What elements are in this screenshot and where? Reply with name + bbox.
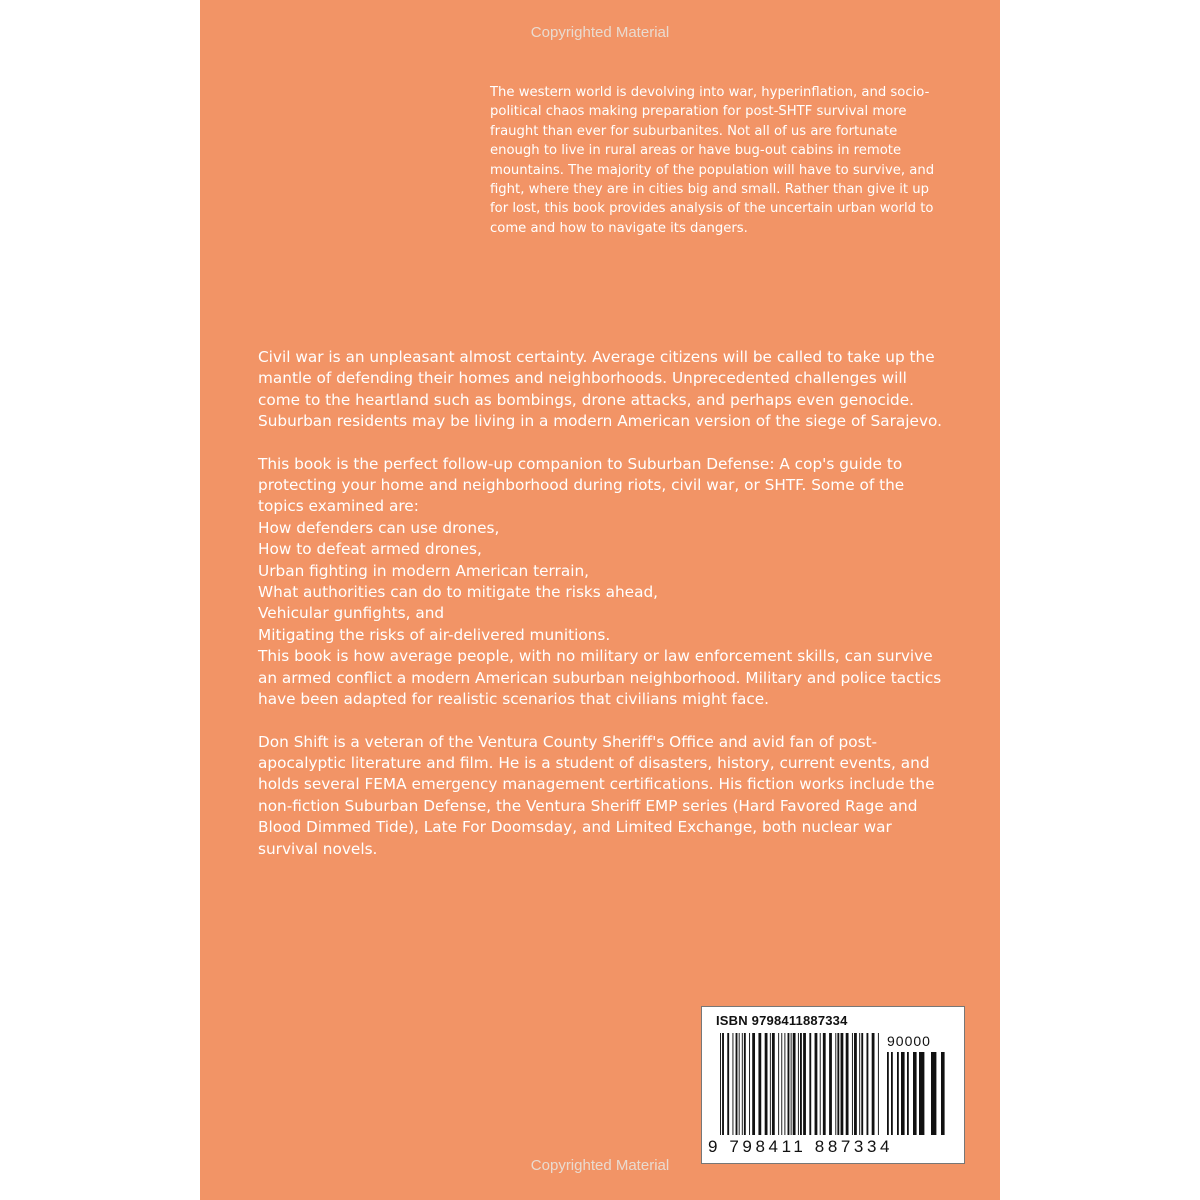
barcode-bar [791,1033,792,1135]
barcode-bar [758,1033,761,1135]
barcode-bar [837,1033,839,1135]
topic-item: How to defeat armed drones, [258,540,482,559]
companion-outro: This book is how average people, with no military or law enforcement skills, can survive an armed conflict a modern American suburban neighborhood. Military and police tactics have been adapted for realistic scenarios that civilians might face. [258,647,942,709]
paragraph-companion [258,454,948,711]
description-body [258,347,948,860]
barcode-bar [854,1033,857,1135]
barcode-bar [803,1033,806,1135]
barcode-bar [788,1033,790,1135]
barcode-bar [861,1033,863,1135]
book-back-cover [200,0,1000,1200]
barcode-bar [872,1033,875,1135]
barcode-bar [720,1033,721,1135]
barcode-bar [901,1052,905,1135]
barcode-bar [770,1033,771,1135]
barcode-bar [941,1052,945,1135]
barcode-bar [919,1052,924,1135]
barcode-bar [820,1033,821,1135]
barcode-bar [852,1033,853,1135]
barcode-bar [736,1033,738,1135]
barcode-digits: 9 798411 887334 [708,1137,894,1156]
barcode-bar [732,1033,733,1135]
barcode-bar [793,1033,796,1135]
barcode-bars-icon [720,1033,880,1135]
topic-item: What authorities can do to mitigate the risks ahead, [258,583,659,602]
barcode-bar [835,1033,836,1135]
barcode-bar [798,1033,799,1135]
barcode-bar [841,1033,844,1135]
barcode-bar [859,1033,860,1135]
barcode-bar [749,1033,750,1135]
barcode-bar [866,1033,868,1135]
barcode-bar [765,1033,768,1135]
isbn-barcode [701,1006,965,1164]
price-code: 90000 [887,1033,931,1049]
topic-item: How defenders can use drones, [258,518,500,537]
topic-item: Urban fighting in modern American terrain, [258,561,590,580]
barcode-bar [772,1033,775,1135]
barcode-bar [752,1033,755,1135]
barcode-bar [897,1052,899,1135]
barcode-bar [823,1033,826,1135]
barcode-bar [742,1033,743,1135]
barcode-bar [727,1033,729,1135]
addon-barcode-bars-icon [887,1052,947,1135]
barcode-bar [846,1033,849,1135]
watermark-top: Copyrighted Material [530,24,670,41]
barcode-bar [800,1033,802,1135]
barcode-bar [829,1033,832,1135]
companion-intro: This book is the perfect follow-up companion to Suburban Defense: A cop's guide to protecting your home and neighborhood during riots, civil war, or SHTF. Some of the topics examined are: [258,454,905,516]
topic-item: Vehicular gunfights, and [258,604,445,623]
barcode-bar [809,1033,811,1135]
barcode-bar [739,1033,740,1135]
barcode-bar [744,1033,746,1135]
barcode-bar [891,1052,893,1135]
isbn-label: ISBN 9798411887334 [716,1013,848,1028]
barcode-bar [722,1033,724,1135]
barcode-bar [907,1052,909,1135]
barcode-bar [887,1052,889,1135]
cover-blurb: The western world is devolving into war, hyperinflation, and socio-political chaos making preparation for post-SHTF survival more fraught than ever for suburbanites. Not all of us are fortunate enough to live in rural areas or have bug-out cabins in remote mountains. The majority of the population will have to survive, and fight, where they are in cities big and small. Rather than give it up for lost, this book provides analysis of the uncertain urban world to come and how to navigate its dangers. [490,85,935,236]
barcode-bar [784,1033,785,1135]
watermark-bottom: Copyrighted Material [530,1157,670,1174]
barcode-bar [878,1033,879,1135]
barcode-bar [778,1033,779,1135]
barcode-bar [913,1052,917,1135]
author-bio: Don Shift is a veteran of the Ventura County Sheriff's Office and avid fan of post-apocalyptic literature and film. He is a student of disasters, history, current events, and holds several FEMA emergency management certifications. His fiction works include the non-fiction Suburban Defense, the Ventura Sheriff EMP series (Hard Favored Rage and Blood Dimmed Tide), Late For Doomsday, and Limited Exchange, both nuclear war survival novels. [258,732,935,858]
barcode-bar [781,1033,782,1135]
paragraph-civil-war: Civil war is an unpleasant almost certainty. Average citizens will be called to take up the mantle of defending their homes and neighborhoods. Unprecedented challenges will come to the heartland such as bombings, drone attacks, and perhaps even genocide. Suburban residents may be living in a modern American version of the siege of Sarajevo. [258,348,942,431]
topic-item: Mitigating the risks of air-delivered munitions. [258,625,611,644]
barcode-bar [931,1052,936,1135]
barcode-bar [815,1033,818,1135]
